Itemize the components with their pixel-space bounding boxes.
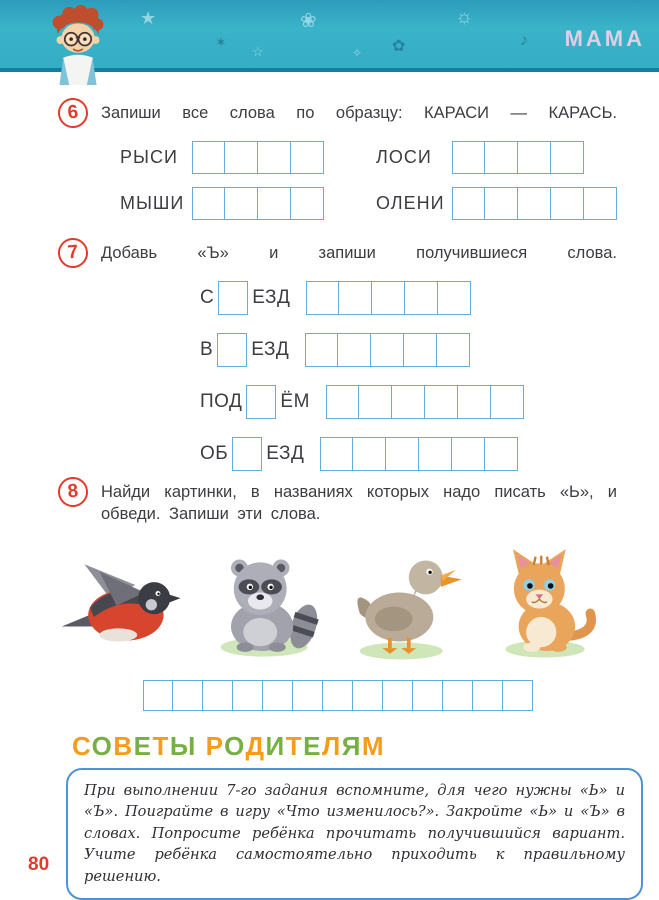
decorative-header xyxy=(0,0,659,72)
flower-doodle-icon: ❀ xyxy=(300,10,317,32)
picture-raccoon[interactable] xyxy=(198,536,330,666)
exercise-7 xyxy=(58,238,617,471)
word-row-vezd xyxy=(200,333,617,367)
exercise-6-number-badge: 6 xyxy=(57,97,90,130)
answer-cells-oleni[interactable] xyxy=(452,187,617,220)
word-suffix-vezd: ЕЗД xyxy=(251,339,290,360)
word-row-rysi xyxy=(120,141,376,174)
picture-kitten[interactable] xyxy=(479,536,611,666)
exercise-7-answer-rows xyxy=(58,281,617,471)
letter-gap-cell-obezd[interactable] xyxy=(232,437,262,471)
exercise-8-number-badge: 8 xyxy=(57,476,90,509)
kitten-illustration xyxy=(479,536,611,666)
raccoon-illustration xyxy=(198,536,330,666)
word-suffix-obezd: ЕЗД xyxy=(266,443,305,464)
answer-cells-myshi[interactable] xyxy=(192,187,324,220)
page-number: 80 xyxy=(28,854,50,875)
answer-cells-losi[interactable] xyxy=(452,141,584,174)
answer-cells-podyom[interactable] xyxy=(326,385,524,419)
advice-box xyxy=(66,768,643,900)
letter-gap-cell-podyom[interactable] xyxy=(246,385,276,419)
music-note-doodle-icon: ♪ xyxy=(520,32,528,49)
word-row-podyom xyxy=(200,385,617,419)
blossom-doodle-icon: ✿ xyxy=(392,38,406,55)
word-prefix-obezd: ОБ xyxy=(200,443,229,464)
word-suffix-podyom: ЁМ xyxy=(280,391,310,412)
word-suffix-sezd: ЕЗД xyxy=(252,287,291,308)
answer-cells-vezd[interactable] xyxy=(305,333,470,367)
exercise-8-answer-row xyxy=(58,680,617,711)
kid-illustration xyxy=(34,0,122,86)
exercise-6-instruction: Запиши все слова по образцу: КАРАСИ — КАРАСЬ. xyxy=(101,104,617,122)
answer-cells-obezd[interactable] xyxy=(320,437,518,471)
answer-cells-exercise-8[interactable] xyxy=(143,680,533,711)
exercise-8-instruction: Найди картинки, в названиях которых надо писать «Ь», и обведи. Запиши эти слова. xyxy=(101,483,617,524)
word-row-sezd xyxy=(200,281,617,315)
small-star-doodle-icon: ☆ xyxy=(252,44,264,59)
word-label-rysi: РЫСИ xyxy=(120,147,178,167)
exercise-6 xyxy=(58,98,617,220)
word-label-losi: ЛОСИ xyxy=(376,147,432,167)
picture-row xyxy=(58,536,611,666)
exercise-7-number-badge: 7 xyxy=(57,237,90,270)
word-prefix-podyom: ПОД xyxy=(200,391,243,412)
worksheet-content xyxy=(0,72,659,900)
word-label-oleni: ОЛЕНИ xyxy=(376,193,445,213)
picture-duckling[interactable] xyxy=(339,536,471,666)
word-row-obezd xyxy=(200,437,617,471)
tiny-sparkle-doodle-icon: ✧ xyxy=(352,46,363,60)
exercise-8 xyxy=(58,477,617,711)
word-row-oleni xyxy=(376,187,617,220)
advice-title: СОВЕТЫ РОДИТЕЛЯМ xyxy=(72,730,386,761)
answer-cells-sezd[interactable] xyxy=(306,281,471,315)
word-label-myshi: МЫШИ xyxy=(120,193,185,213)
bullfinch-illustration xyxy=(58,536,190,666)
answer-cells-rysi[interactable] xyxy=(192,141,324,174)
duckling-illustration xyxy=(339,536,471,666)
letter-gap-cell-sezd[interactable] xyxy=(218,281,248,315)
mama-doodle-text: МАМА xyxy=(564,26,645,51)
word-row-myshi xyxy=(120,187,376,220)
word-prefix-sezd: С xyxy=(200,287,215,308)
sparkle-doodle-icon: ✶ xyxy=(215,34,227,50)
exercise-7-instruction: Добавь «Ъ» и запиши получившиеся слова. xyxy=(101,244,617,262)
word-prefix-vezd: В xyxy=(200,339,214,360)
picture-bullfinch[interactable] xyxy=(58,536,190,666)
sun-doodle-icon: ☼ xyxy=(455,6,474,28)
star-doodle-icon: ★ xyxy=(140,8,157,28)
word-row-losi xyxy=(376,141,617,174)
letter-gap-cell-vezd[interactable] xyxy=(217,333,247,367)
advice-text: При выполнении 7-го задания вспомните, для чего нужны «Ь» и «Ъ». Поиграйте в игру «Что изменилось?». Закройте «Ь» и «Ъ» в словах. Попросите ребёнка прочитать получившийся вариант. Учите ребёнка самостоятельно приходить к правильному решению. xyxy=(84,781,625,885)
exercise-6-answer-grid xyxy=(120,141,617,220)
